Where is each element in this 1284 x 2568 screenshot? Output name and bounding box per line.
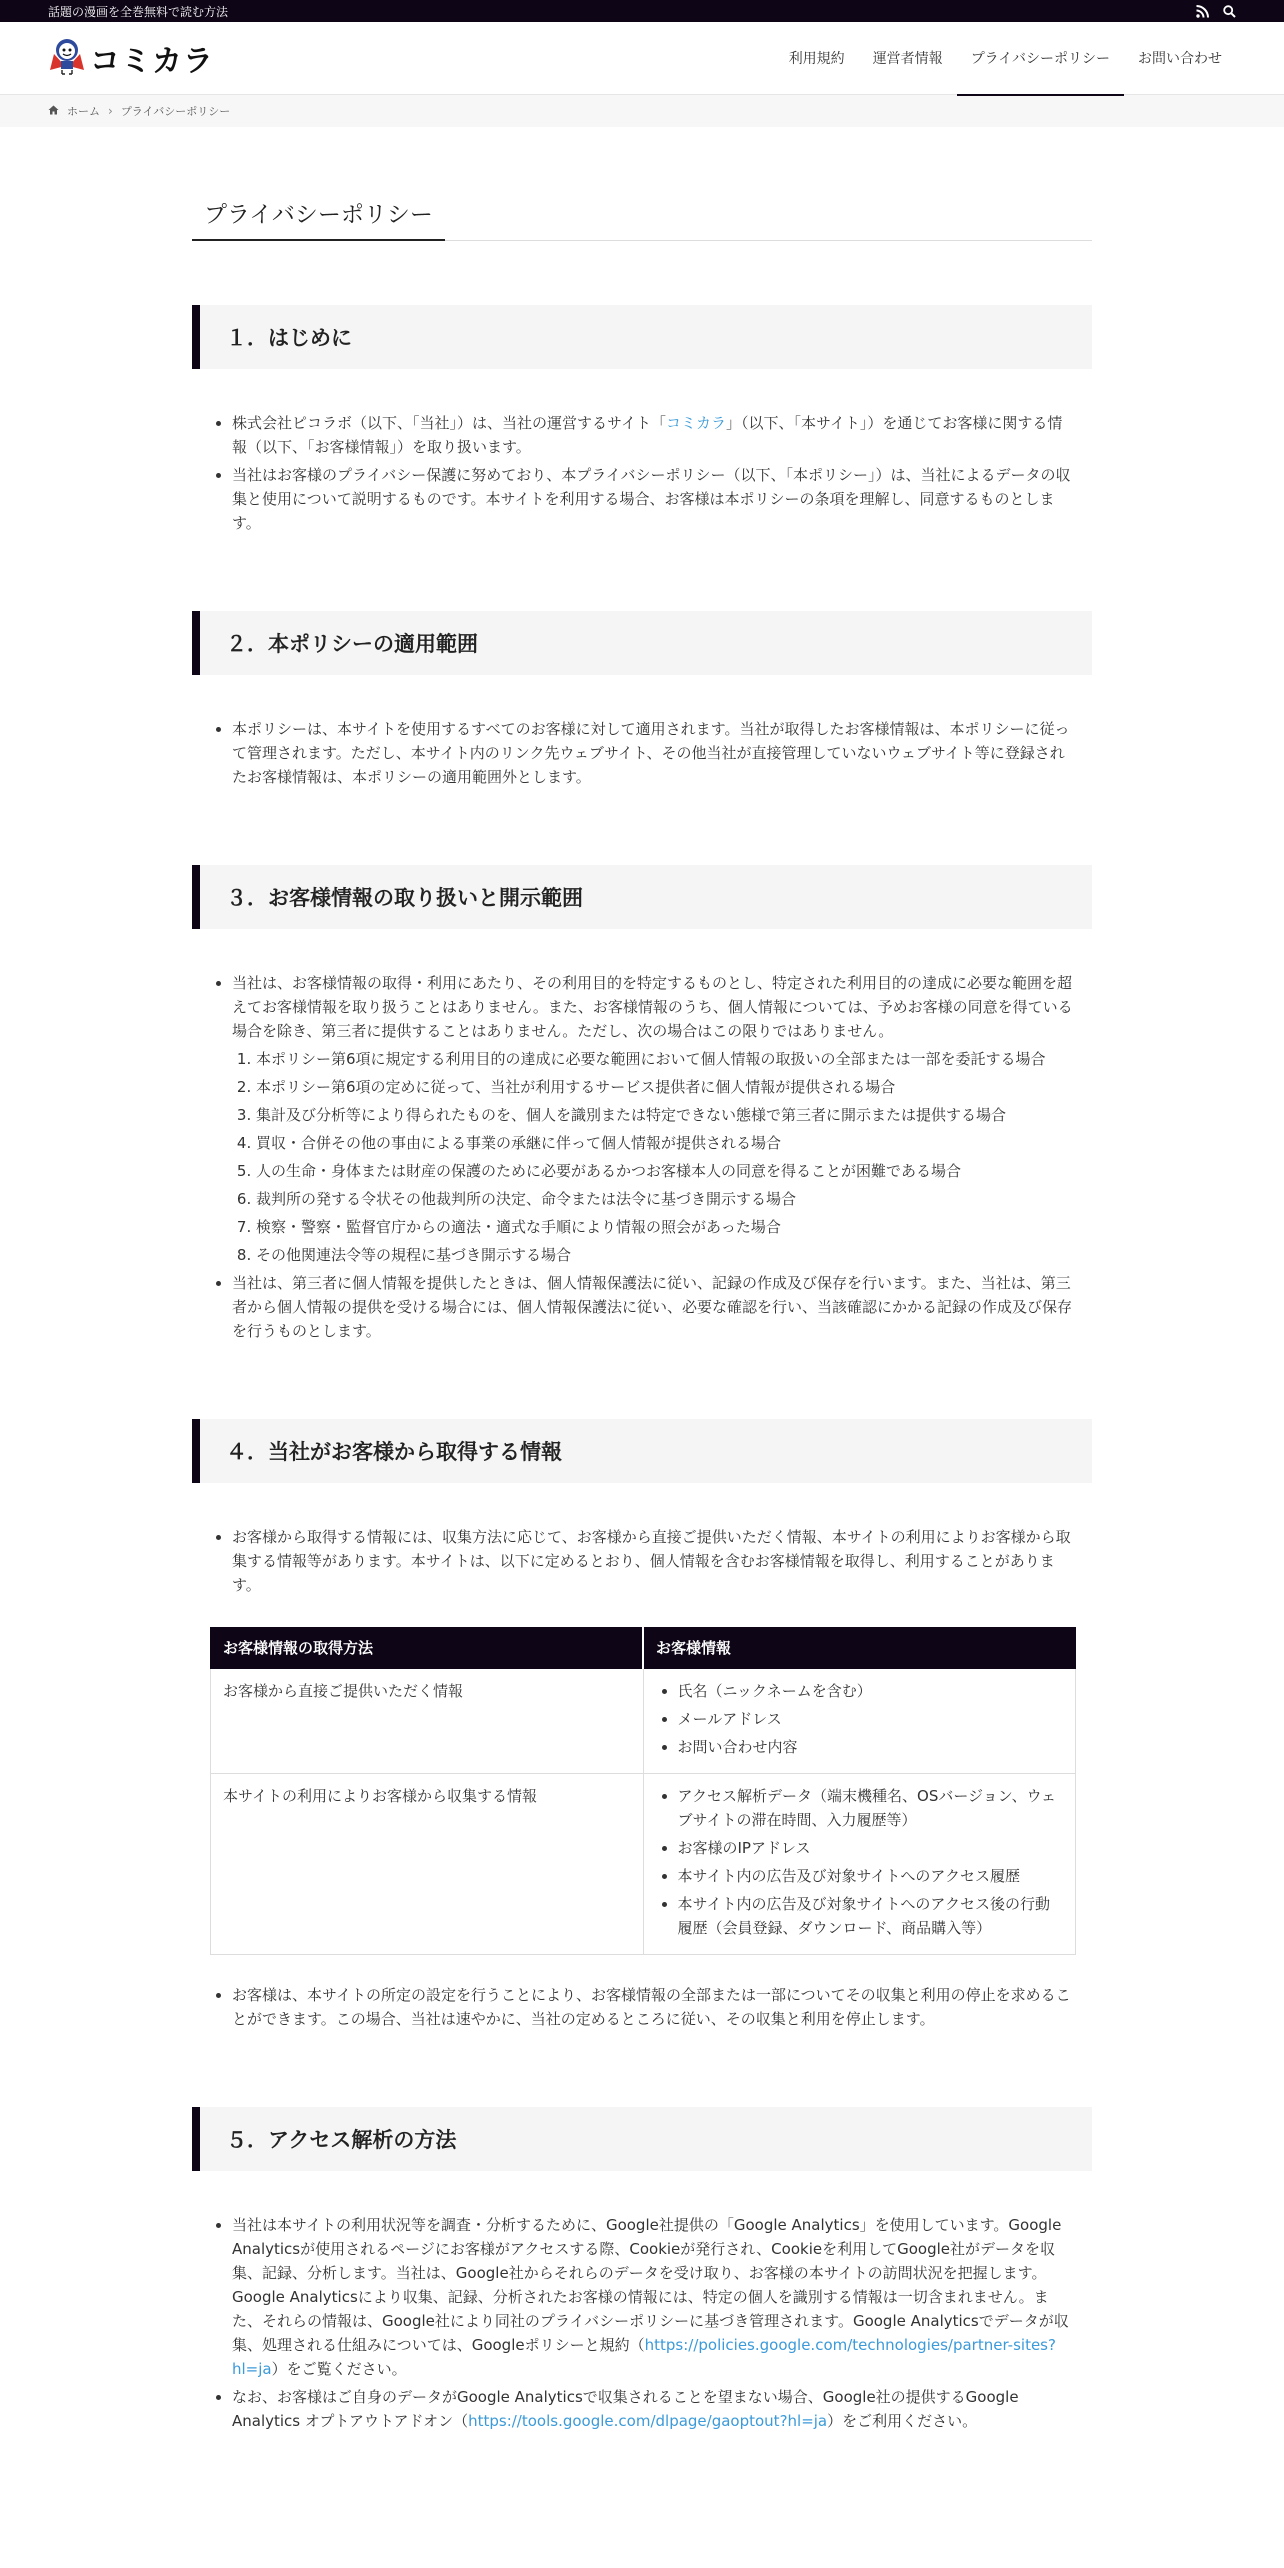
main-content — [192, 127, 1092, 2433]
nav-terms[interactable]: 利用規約 — [788, 51, 845, 67]
section-heading-collected-info: ４．当社がお客様から取得する情報 — [192, 1419, 1092, 1483]
nav-privacy-policy[interactable]: プライバシーポリシー — [957, 22, 1124, 95]
main-nav — [775, 22, 1236, 95]
section-body-handling — [192, 929, 1092, 1343]
breadcrumb-home[interactable]: ホーム — [67, 105, 100, 118]
breadcrumb-current: プライバシーポリシー — [120, 105, 231, 118]
section-heading-intro: １．はじめに — [192, 305, 1092, 369]
site-header — [0, 22, 1284, 95]
info-table — [210, 1627, 1076, 1955]
exception-list — [232, 1047, 1074, 1267]
list-item: • メールアドレス — [678, 1707, 1064, 1731]
table-row — [211, 1774, 1076, 1955]
table-cell-info — [643, 1774, 1076, 1955]
list-item: • 株式会社ピコラボ（以下、「当社」）は、当社の運営するサイト「コミカラ」（以下、「本サイト」）を通じてお客様に関する情報（以下、「お客様情報」）を取り扱います。 — [232, 411, 1074, 459]
list-item: • 当社は、第三者に個人情報を提供したときは、個人情報保護法に従い、記録の作成及び保存を行います。また、当社は、第三者から個人情報の提供を受ける場合には、個人情報保護法に従い、必要な確認を行い、当該確認にかかる記録の作成及び保存を行うものとします。 — [232, 1271, 1074, 1343]
table-cell-method: お客様から直接ご提供いただく情報 — [211, 1669, 644, 1774]
chevron-right-icon: › — [108, 104, 113, 118]
table-cell-info — [643, 1669, 1076, 1774]
section-heading-handling: ３．お客様情報の取り扱いと開示範囲 — [192, 865, 1092, 929]
list-item: • 当社は本サイトの利用状況等を調査・分析するために、Google社提供の「Google Analytics」を使用しています。Google Analyticsが使用されるページにお客様がアクセスする際、Cookieが発行され、Cookieを利用してGoogle社がデータを収集、記録、分析します。当社は、Google社からそれらのデータを受け取り、お客様の本サイトの訪問状況を把握します。Google Analyticsにより収集、記録、分析されたお客様の情報には、特定の個人を識別する情報は一切含まれません。また、それらの情報は、Google社により同社のプライバシーポリシーに基づき管理されます。Google Analyticsでデータが収集、処理される仕組みについては、Googleポリシーと規約（https://policies.google.com/technologies/partner-sites?hl=ja）をご覧ください。 — [232, 2213, 1074, 2381]
exception-item: 4. 買収・合併その他の事由による事業の承継に伴って個人情報が提供される場合 — [256, 1131, 1074, 1155]
list-item: • 本ポリシーは、本サイトを使用するすべてのお客様に対して適用されます。当社が取得したお客様情報は、本ポリシーに従って管理されます。ただし、本サイト内のリンク先ウェブサイト、その他当社が直接管理していないウェブサイト等に登録されたお客様情報は、本ポリシーの適用範囲外とします。 — [232, 717, 1074, 789]
logo-text: コミカラ — [90, 44, 214, 79]
table-header-method: お客様情報の取得方法 — [211, 1628, 644, 1669]
list-item: • お客様のIPアドレス — [678, 1836, 1064, 1860]
google-policy-link[interactable]: https://policies.google.com/technologies/partner-sites?hl=ja — [232, 2336, 1056, 2378]
section-heading-analytics: ５．アクセス解析の方法 — [192, 2107, 1092, 2171]
section-body-analytics — [192, 2171, 1092, 2433]
list-item: • 氏名（ニックネームを含む） — [678, 1679, 1064, 1703]
page-title-wrap — [192, 197, 1092, 241]
list-item: • 当社はお客様のプライバシー保護に努めており、本プライバシーポリシー（以下、「本ポリシー」）は、当社によるデータの収集と使用について説明するものです。本サイトを利用する場合、お客様は本ポリシーの条項を理解し、同意するものとします。 — [232, 463, 1074, 535]
list-item: • お客様から取得する情報には、収集方法に応じて、お客様から直接ご提供いただく情報、本サイトの利用によりお客様から取集する情報等があります。本サイトは、以下に定めるとおり、個人情報を含むお客様情報を取得し、利用することがあります。 — [232, 1525, 1074, 1597]
exception-item: 5. 人の生命・身体または財産の保護のために必要があるかつお客様本人の同意を得ることが困難である場合 — [256, 1159, 1074, 1183]
site-tagline: 話題の漫画を全巻無料で読む方法 — [48, 4, 229, 19]
table-cell-method: 本サイトの利用によりお客様から収集する情報 — [211, 1774, 644, 1955]
exception-item: 7. 検察・警察・監督官庁からの適法・適式な手順により情報の照会があった場合 — [256, 1215, 1074, 1239]
list-item: • お客様は、本サイトの所定の設定を行うことにより、お客様情報の全部または一部についてその収集と利用の停止を求めることができます。この場合、当社は速やかに、当社の定めるところに従い、その収集と利用を停止します。 — [232, 1983, 1074, 2031]
site-link[interactable]: コミカラ — [665, 414, 726, 432]
exception-item: 2. 本ポリシー第6項の定めに従って、当社が利用するサービス提供者に個人情報が提供される場合 — [256, 1075, 1074, 1099]
list-item: • お問い合わせ内容 — [678, 1735, 1064, 1759]
mascot-logo-icon — [48, 36, 86, 80]
page-title: プライバシーポリシー — [192, 196, 445, 241]
table-header-info: お客様情報 — [643, 1628, 1076, 1669]
site-logo[interactable] — [48, 36, 214, 80]
ga-optout-link[interactable]: https://tools.google.com/dlpage/gaoptout?hl=ja — [468, 2412, 828, 2430]
list-item: • なお、お客様はご自身のデータがGoogle Analyticsで収集されることを望まない場合、Google社の提供するGoogle Analytics オプトアウトアドオン（https://tools.google.com/dlpage/gaoptout?hl=ja）をご利用ください。 — [232, 2385, 1074, 2433]
list-item: • 本サイト内の広告及び対象サイトへのアクセス後の行動履歴（会員登録、ダウンロード、商品購入等） — [678, 1892, 1064, 1940]
section-heading-scope: ２．本ポリシーの適用範囲 — [192, 611, 1092, 675]
section-body-collected-info — [192, 1483, 1092, 2031]
topbar-icons — [1196, 5, 1236, 18]
breadcrumb — [0, 95, 1284, 127]
section-body-intro — [192, 369, 1092, 535]
nav-operator-info[interactable]: 運営者情報 — [872, 51, 943, 67]
list-item: • アクセス解析データ（端末機種名、OSバージョン、ウェブサイトの滞在時間、入力履歴等） — [678, 1784, 1064, 1832]
list-item: • 当社は、お客様情報の取得・利用にあたり、その利用目的を特定するものとし、特定された利用目的の達成に必要な範囲を超えてお客様情報を取り扱うことはありません。また、お客様情報のうち、個人情報については、予めお客様の同意を得ている場合を除き、第三者に提供することはありません。ただし、次の場合はこの限りではありません。 1. 本ポリシー第6項に規定する利用目的の達成に必要な範囲において個人情報の取扱いの全部または一部を委託する場合 2. 本ポリシー第6項の定めに従って、当社が利用するサービス提供者に個人情報が提供される場合 3. 集計及び分析等により得られたものを、個人を識別または特定できない態様で第三者に開示または提供する場合 4. 買収・合併その他の事由による事業の承継に伴って個人情報が提供される場合 5. 人の生命・身体または財産の保護のために必要があるかつお客様本人の同意を得ることが困難である場合 6. 裁判所の発する令状その他裁判所の決定、命令または法令に基づき開示する場合 7. 検察・警察・監督官庁からの適法・適式な手順により情報の照会があった場合 8. その他関連法令等の規程に基づき開示する場合 — [232, 971, 1074, 1267]
exception-item: 3. 集計及び分析等により得られたものを、個人を識別または特定できない態様で第三者に開示または提供する場合 — [256, 1103, 1074, 1127]
search-icon[interactable] — [1223, 5, 1236, 18]
top-bar — [0, 0, 1284, 22]
exception-item: 8. その他関連法令等の規程に基づき開示する場合 — [256, 1243, 1074, 1267]
exception-item: 1. 本ポリシー第6項に規定する利用目的の達成に必要な範囲において個人情報の取扱いの全部または一部を委託する場合 — [256, 1047, 1074, 1071]
nav-contact[interactable]: お問い合わせ — [1138, 51, 1222, 67]
home-icon — [48, 105, 59, 118]
section-body-scope — [192, 675, 1092, 789]
rss-icon[interactable] — [1196, 5, 1209, 18]
table-row — [211, 1669, 1076, 1774]
list-item: • 本サイト内の広告及び対象サイトへのアクセス履歴 — [678, 1864, 1064, 1888]
exception-item: 6. 裁判所の発する令状その他裁判所の決定、命令または法令に基づき開示する場合 — [256, 1187, 1074, 1211]
